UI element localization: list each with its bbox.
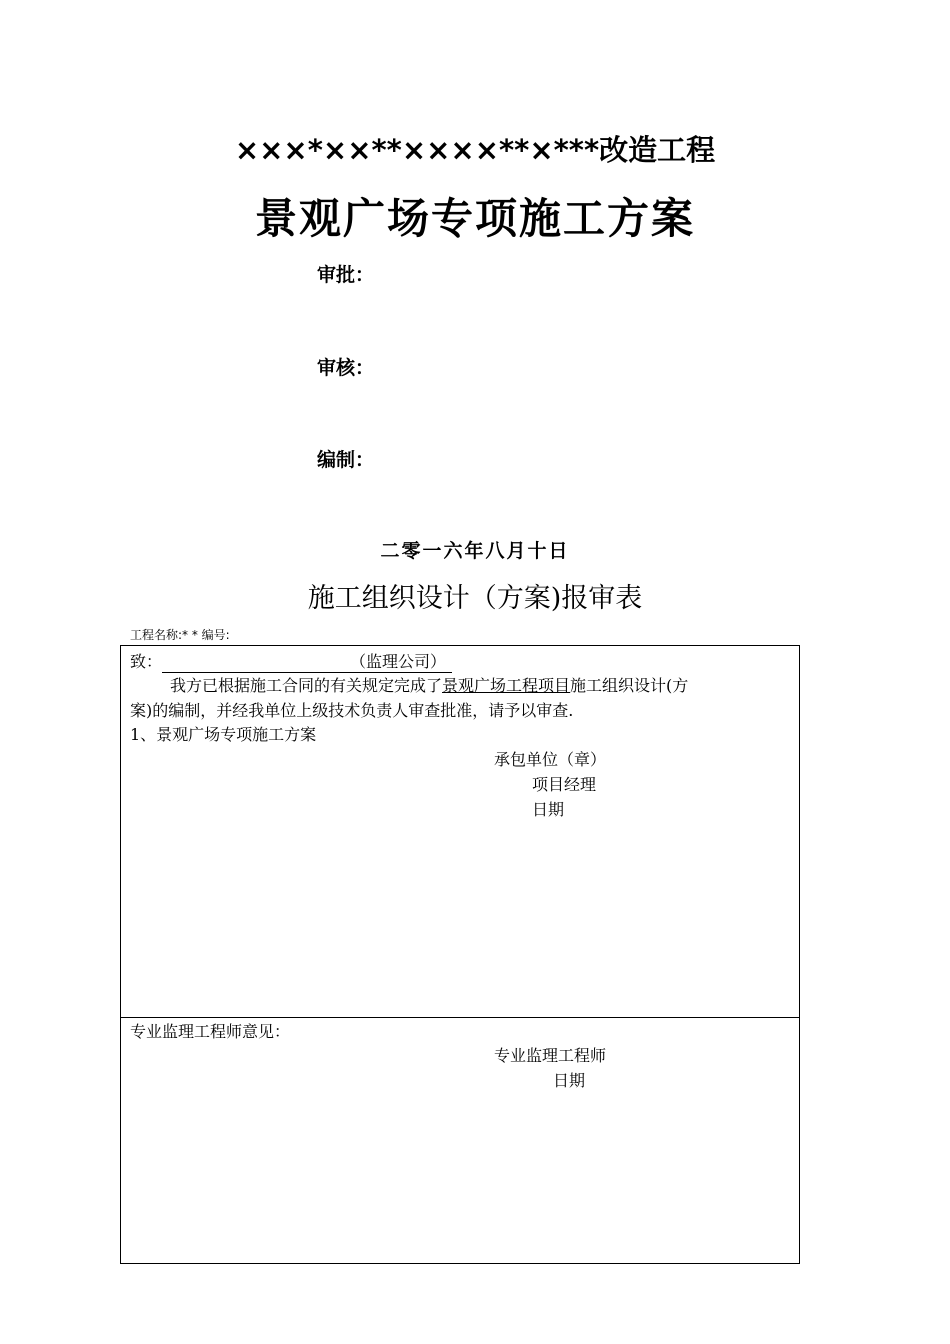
to-company: （监理公司） [350, 652, 447, 671]
pm-label: 项目经理 [532, 775, 597, 794]
to-label: 致： [130, 652, 163, 671]
date-label-supervisor: 日期 [553, 1071, 586, 1090]
date-label-contractor: 日期 [532, 800, 565, 819]
paragraph-prefix: 我方已根据施工合同的有关规定完成了 [170, 676, 443, 695]
contractor-label: 承包单位（章） [494, 750, 607, 769]
to-line [130, 650, 452, 674]
document-title: 景观广场专项施工方案 [254, 194, 695, 243]
attachment-item: 1、景观广场专项施工方案 [130, 725, 317, 744]
compile-label: 编制： [317, 449, 375, 471]
paragraph-line-2: 案)的编制，并经我单位上级技术负责人审查批准，请予以审查. [130, 701, 574, 720]
paragraph-line-1 [170, 674, 688, 698]
review-label: 审核： [317, 357, 375, 379]
to-company-field [162, 652, 452, 673]
approve-label: 审批： [317, 264, 375, 286]
supervisor-label: 专业监理工程师 [494, 1046, 607, 1065]
paragraph-suffix: 施工组织设计(方 [570, 676, 689, 695]
project-title: ×××*××**××××**×***改造工程 [234, 133, 716, 167]
cover-date: 二零一六年八月十日 [380, 540, 570, 562]
form-divider [120, 1017, 800, 1018]
supervisor-opinion-label: 专业监理工程师意见： [130, 1022, 291, 1041]
project-name-underlined: 景观广场工程项目 [442, 676, 571, 695]
form-title: 施工组织设计（方案)报审表 [307, 583, 643, 614]
project-info: 工程名称:* * 编号: [130, 628, 230, 642]
